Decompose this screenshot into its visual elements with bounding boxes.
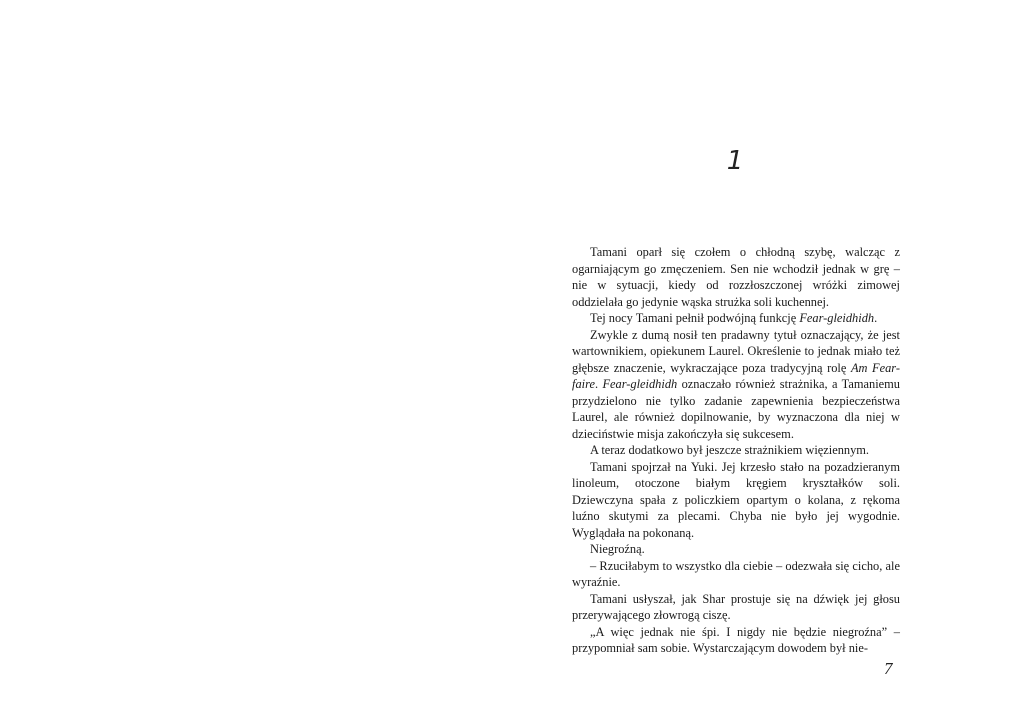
paragraph-3-italic-2: Fear-gleidhidh: [602, 377, 678, 391]
chapter-body: [572, 244, 900, 657]
paragraph-2-before: Tej nocy Tamani pełnił podwójną funkcję: [590, 311, 800, 325]
paragraph-4: A teraz dodatkowo był jeszcze strażnikiem więziennym.: [590, 443, 870, 457]
paragraph-1: Tamani oparł się czołem o chłodną szybę, walcząc z ogarniającym go zmęczeniem. Sen nie wchodził jednak w grę – nie w sytuacji, kiedy od rozzłoszczonej wróżki zimowej oddzielała go jedynie wąska strużka soli kuchennej.: [572, 245, 900, 309]
paragraph-6: Niegroźną.: [590, 542, 645, 556]
paragraph-5: Tamani spojrzał na Yuki. Jej krzesło stało na pozadzieranym linoleum, otoczone białym kręgiem kryształków soli. Dziewczyna spała z policzkiem opartym o kolana, z rękoma luźno skutymi za plecami. Chyba nie było jej wygodnie. Wyglądała na pokonaną.: [572, 459, 900, 540]
paragraph-3-middle: .: [594, 377, 603, 391]
paragraph-2-after: .: [874, 311, 878, 325]
chapter-number: 1: [726, 146, 744, 176]
paragraph-3-italic: Am Fear-faire: [572, 360, 900, 391]
paragraph-3-after: oznaczało również strażnika, a Tamaniemu przydzielono nie tylko zadanie zapewnienia bezpieczeństwa Laurel, ale również dopilnowanie, by wyznaczona dla niej w dzieciństwie misja zakończyła się sukcesem.: [572, 377, 900, 441]
paragraph-8: Tamani usłyszał, jak Shar prostuje się na dźwięk jej głosu przerywającego złowrogą ciszę.: [572, 591, 900, 622]
page-number: 7: [884, 659, 893, 678]
paragraph-7: – Rzuciłabym to wszystko dla ciebie – odezwała się cicho, ale wyraźnie.: [572, 558, 900, 589]
paragraph-3: [572, 327, 900, 443]
paragraph-2: [572, 310, 900, 327]
paragraph-3-before: Zwykle z dumą nosił ten pradawny tytuł oznaczający, że jest wartownikiem, opiekunem Laurel. Określenie to jednak miało też głębsze znaczenie, wykraczające poza tradycyjną rolę: [572, 327, 900, 375]
paragraph-2-italic: Fear-gleidhidh: [799, 311, 875, 325]
paragraph-9: „A więc jednak nie śpi. I nigdy nie będzie niegroźna” – przypomniał sam sobie. Wystarczającym dowodem był nie-: [572, 624, 900, 655]
